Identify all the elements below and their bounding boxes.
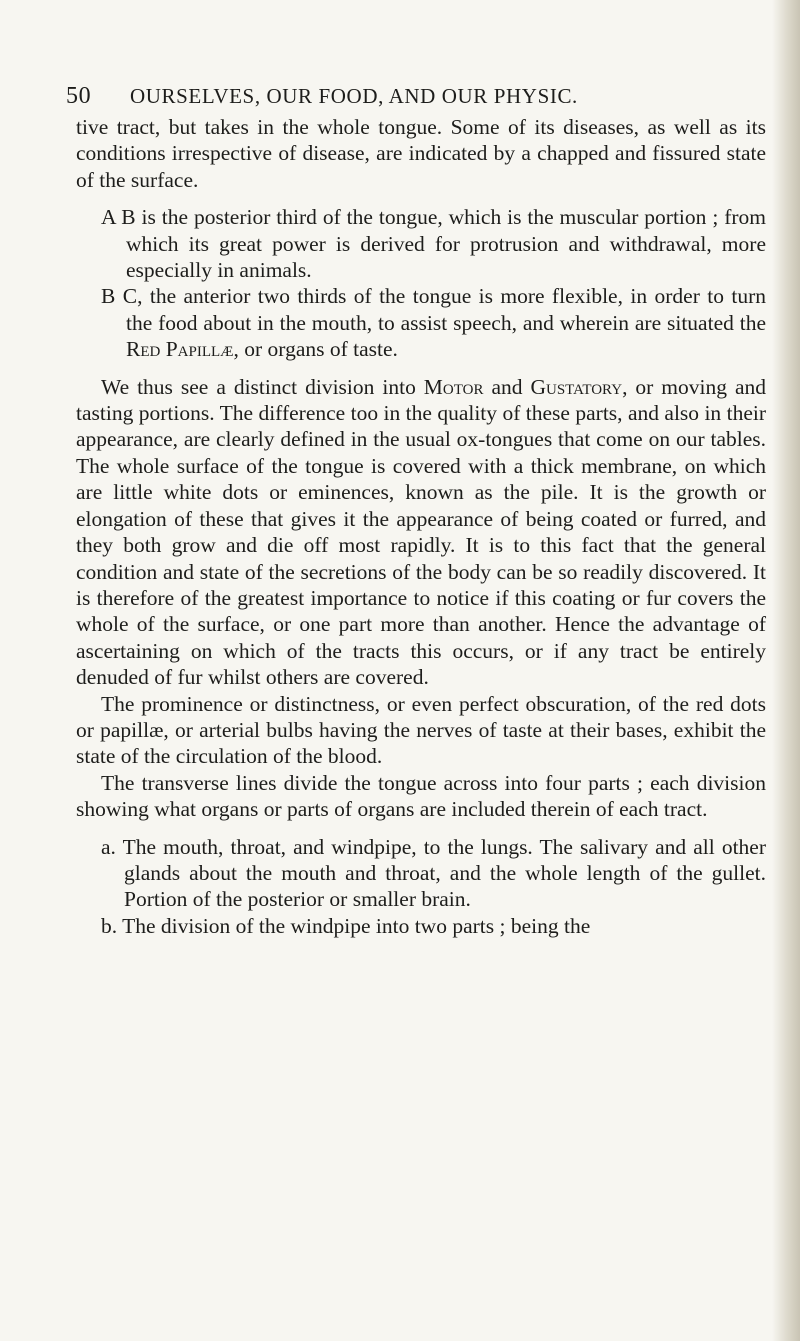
definition-ab: A B is the posterior third of the tongue, which is the muscular portion ; from which its great power is derived for protrusion and withdrawal, more especially in animals. [101,205,766,283]
paragraph-prominence: The prominence or distinctness, or even perfect obscuration, of the red dots or papillæ, or arterial bulbs having the nerves of taste at their bases, exhibit the state of the circulation of the blood. [76,691,766,769]
page-body [76,114,766,939]
definition-bc-end: , or organs of taste. [233,337,398,362]
red-papillae-term: Red Papillæ [126,337,234,362]
page-edge-shadow [772,0,800,1341]
motor-term: Motor [423,374,484,399]
definition-bc [76,283,766,362]
paragraph-continuation: tive tract, but takes in the whole tongue. Some of its diseases, as well as its conditions irrespective of disease, are indicated by a chapped and fissured state of the surface. [76,115,766,192]
running-header [66,83,706,110]
paragraph-motor-gustatory [76,374,766,691]
list-text-b: The division of the windpipe into two parts ; being the [117,913,591,938]
list-item-b [76,913,766,939]
list-text-a: The mouth, throat, and windpipe, to the lungs. The salivary and all other glands about the mouth and throat, and the whole length of the gullet. Portion of the posterior or smaller brain. [115,834,766,912]
gustatory-term: Gustatory [530,374,623,399]
definition-bc-start: B C, the anterior two thirds of the tongue is more flexible, in order to turn the food about in the mouth, to assist speech, and wherein are situated the [101,284,766,335]
motor-para-start: We thus see a distinct division into [101,374,424,399]
motor-para-mid: and [483,374,531,399]
paragraph-transverse: The transverse lines divide the tongue across into four parts ; each division showing what organs or parts of organs are included therein of each tract. [76,770,766,822]
list-label-b: b. [101,913,118,938]
list-item-a [76,834,766,913]
running-title: OURSELVES, OUR FOOD, AND OUR PHYSIC. [130,84,578,108]
motor-para-end: , or moving and tasting portions. The difference too in the quality of these parts, and also in their appearance, are clearly defined in the usual ox-tongues that come on our tables. The whole surface of the tongue is covered with a thick membrane, on which are little white dots or eminences, known as the pile. It is the growth or elongation of these that gives it the appearance of being coated or furred, and they both grow and die off most rapidly. It is to this fact that the general condition and state of the secretions of the body can be so readily discovered. It is therefore of the greatest importance to notice if this coating or fur covers the whole of the surface, or one part more than another. Hence the advantage of ascertaining on which of the tracts this occurs, or if any tract be entirely denuded of fur whilst others are covered. [76,374,767,690]
list-label-a: a. [101,834,116,859]
page-number: 50 [66,83,92,109]
